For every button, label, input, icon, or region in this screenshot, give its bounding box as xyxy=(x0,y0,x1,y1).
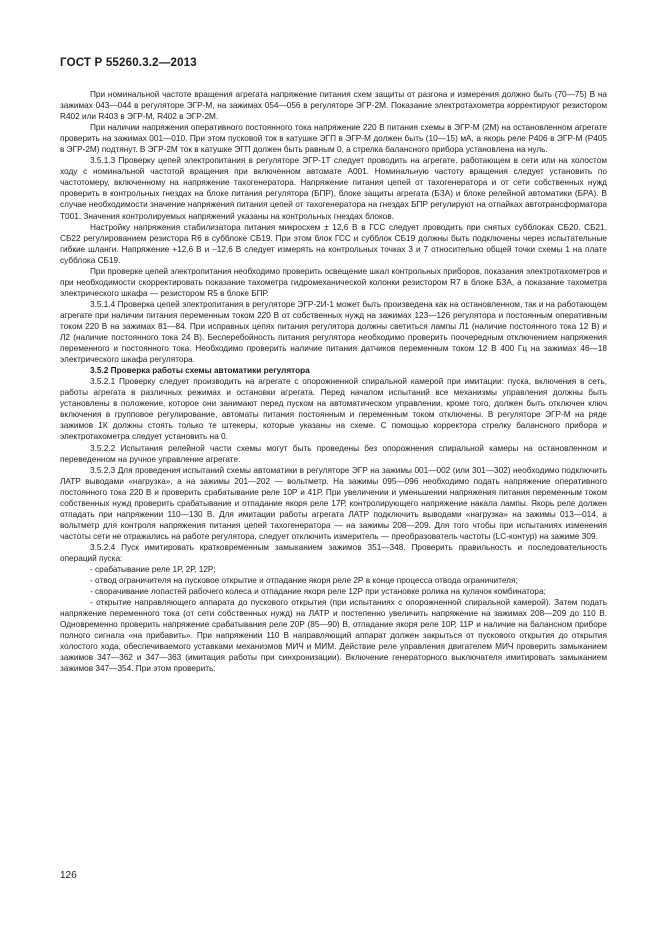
paragraph: При проверке цепей электропитания необходимо проверить освещение шкал контрольных приборов, показания электротахометров и при необходимости скорректировать показание тахометра гидромеханической колонки резистором R7 в блоке БЗА, а показание тахометра электрического шкафа — резистором R5 в блоке БПР. xyxy=(60,266,607,298)
paragraph: 3.5.2.2 Испытания релейной части схемы могут быть проведены без опорожнения спиральной камеры на остановленном и переведенном на ручное управление агрегате. xyxy=(60,443,607,464)
list-item: - открытие направляющего аппарата до пускового открытия (при испытаниях с опорожненной спиральной камерой). Затем подать напряжение переменного тока (от сети собственных нужд) на ЛАТР и постепенно увеличить напряжение на зажимах 208—209 до 110 В. Одновременно проверить напряжение срабатывания реле 20Р (85—90) В, отпадание якоря реле 10Р, 11Р и наличие на балансном приборе полного сигнала «на прибавить». При напряжении 110 В направляющий аппарат должен закрыться от пускового открытия до открытия холостого хода, обеспечиваемого уставками механизмов МИЧ и МИМ. Действие реле управления двигателем МИЧ проверить замыканием зажимов 347—362 и 347—363 (имитация работы при синхронизации). Включение генераторного выключателя имитировать замыканием зажимов 347—354. При этом проверить: xyxy=(60,598,607,674)
document-body xyxy=(60,89,607,674)
paragraph: При наличии напряжения оперативного постоянного тока напряжение 220 В питания схемы в ЭГР-М (2М) на остановленном агрегате проверить на зажимах 001—010. При этом пусковой ток в катушке ЭГП в ЭГР-М должен быть (10—15) мА, а якорь реле Р406 в ЭГР-М (Р405 в ЭГР-2М) подтянут. В ЭГР-2М ток в катушке ЭГП должен быть равным 0, а стрелка балансного прибора установлена на нуль. xyxy=(60,123,607,155)
paragraph: Настройку напряжения стабилизатора питания микросхем ± 12,6 В в ГСС следует проводить при снятых субблоках СБ20, СБ21, СБ22 регулированием резистора R6 в субблоке СБ19. При этом блок ГСС и субблок СБ19 должны быть подключены через испытательные гибкие шланги. Напряжение +12,6 В и –12,6 В следует измерять на контрольных точках 3 и 7 относительно общей точки схемы 1 на плате субблока СБ19. xyxy=(60,222,607,265)
paragraph: 3.5.2.3 Для проведения испытаний схемы автоматики в регуляторе ЭГР на зажимы 001—002 (или 301—302) необходимо подключить ЛАТР выводами «нагрузка», а на зажимы 201—202 — вольтметр. На зажимы 095—096 необходимо подать напряжение оперативного постоянного тока 220 В и проверить срабатывание реле 10Р и 41Р. При увеличении и уменьшении напряжения питания переменным током собственных нужд проверить срабатывание и отпадание якоря реле 17Р, контролирующего напряжение накала лампы. Якорь реле должен отпадать при напряжении 110—130 В. Для имитации работы агрегата ЛАТР подключить выводами «нагрузка» на зажимы 013—014, а вольтметр для контроля напряжения питания цепей тахогенератора — на зажимы 208—209. Для того чтобы при испытаниях изменения частоты сети не отражались на работе регулятора, следует отключить измеритель — преобразователь частоты (LC-контур) на зажиме 309. xyxy=(60,465,607,541)
document-header: ГОСТ Р 55260.3.2—2013 xyxy=(60,57,197,69)
paragraph: 3.5.2.4 Пуск имитировать кратковременным замыканием зажимов 351—348. Проверить правильность и последовательность операций пуска: xyxy=(60,542,607,563)
paragraph: 3.5.1.4 Проверка цепей электропитания в регуляторе ЭГР-2И-1 может быть произведена как на остановленном, так и на работающем агрегате при наличии питания переменным током 220 В от собственных нужд на зажимах 123—126 регулятора и постоянным оперативным током 220 В на зажимах 81—84. При исправных цепях питания регулятора должны светиться лампы Л1 (наличие постоянного тока 12 В) и Л2 (наличие постоянного тока 24 В). Бесперебойность питания регулятора необходимо проверить поочередным отключением напряжения переменного и постоянного тока. Необходимо проверить наличие питания датчиков переменным током 12 В 400 Гц на зажимах 46—18 электрического шкафа регулятора. xyxy=(60,299,607,365)
list-item: - срабатывание реле 1Р, 2Р, 12Р; xyxy=(90,565,216,575)
list-item: - сворачивание лопастей рабочего колеса и отпадание якоря реле 12Р при установке ролика на кулачок комбинатора; xyxy=(90,587,546,597)
paragraph: 3.5.1.3 Проверку цепей электропитания в регуляторе ЭГР-1Т следует проводить на агрегате, работающем в сети или на холостом ходу с номинальной частотой вращения при включенном автомате А001. Номинальную частоту вращения следует установить по частотомеру, включенному на напряжение тахогенератора. Напряжение питания цепей от тахогенератора и от сети собственных нужд проверить в контрольных гнездах на блоке питания регулятора (БПР), блоке защиты агрегата (БЗА) и блоке релейной автоматики (БРА). В случае необходимости значение напряжения питания цепей от тахогенератора на гнездах БПР регулируют на отпайках автотрансформатора Т001. Значения контролируемых напряжений указаны на контрольных гнездах блоков. xyxy=(60,156,607,221)
paragraph: 3.5.2.1 Проверку следует производить на агрегате с опорожненной спиральной камерой при имитации: пуска, включения в сеть, работы агрегата в различных режимах и остановки агрегата. Перед началом испытаний все механизмы управления должны быть установлены в положение, которое они занимают перед пуском на автоматическом управлении, кроме того, должен быть отключен ключ включения в групповое регулирование, автоматы питания постоянным и переменным током отключены. В регуляторе ЭГР-М на ряде зажимов 1К должны стоять только те штекеры, которые указаны на схеме. С помощью корректора стрелку балансного прибора и электротахометра следует установить на 0. xyxy=(60,377,607,442)
list-item: - отвод ограничителя на пусковое открытие и отпадание якоря реле 2Р в конце процесса отвода ограничителя; xyxy=(90,576,518,586)
page-number: 126 xyxy=(60,870,77,881)
paragraph: При номинальной частоте вращения агрегата напряжение питания схем защиты от разгона и измерения должно быть (70—75) В на зажимах 043—044 в регуляторе ЭГР-М, на зажимах 054—056 в регуляторе ЭГР-2М. Показание электротахометра корректируют резистором R402 или R403 в ЭГР-М, R402 в ЭГР-2М. xyxy=(60,90,607,122)
section-heading: 3.5.2 Проверка работы схемы автоматики регулятора xyxy=(90,366,310,376)
